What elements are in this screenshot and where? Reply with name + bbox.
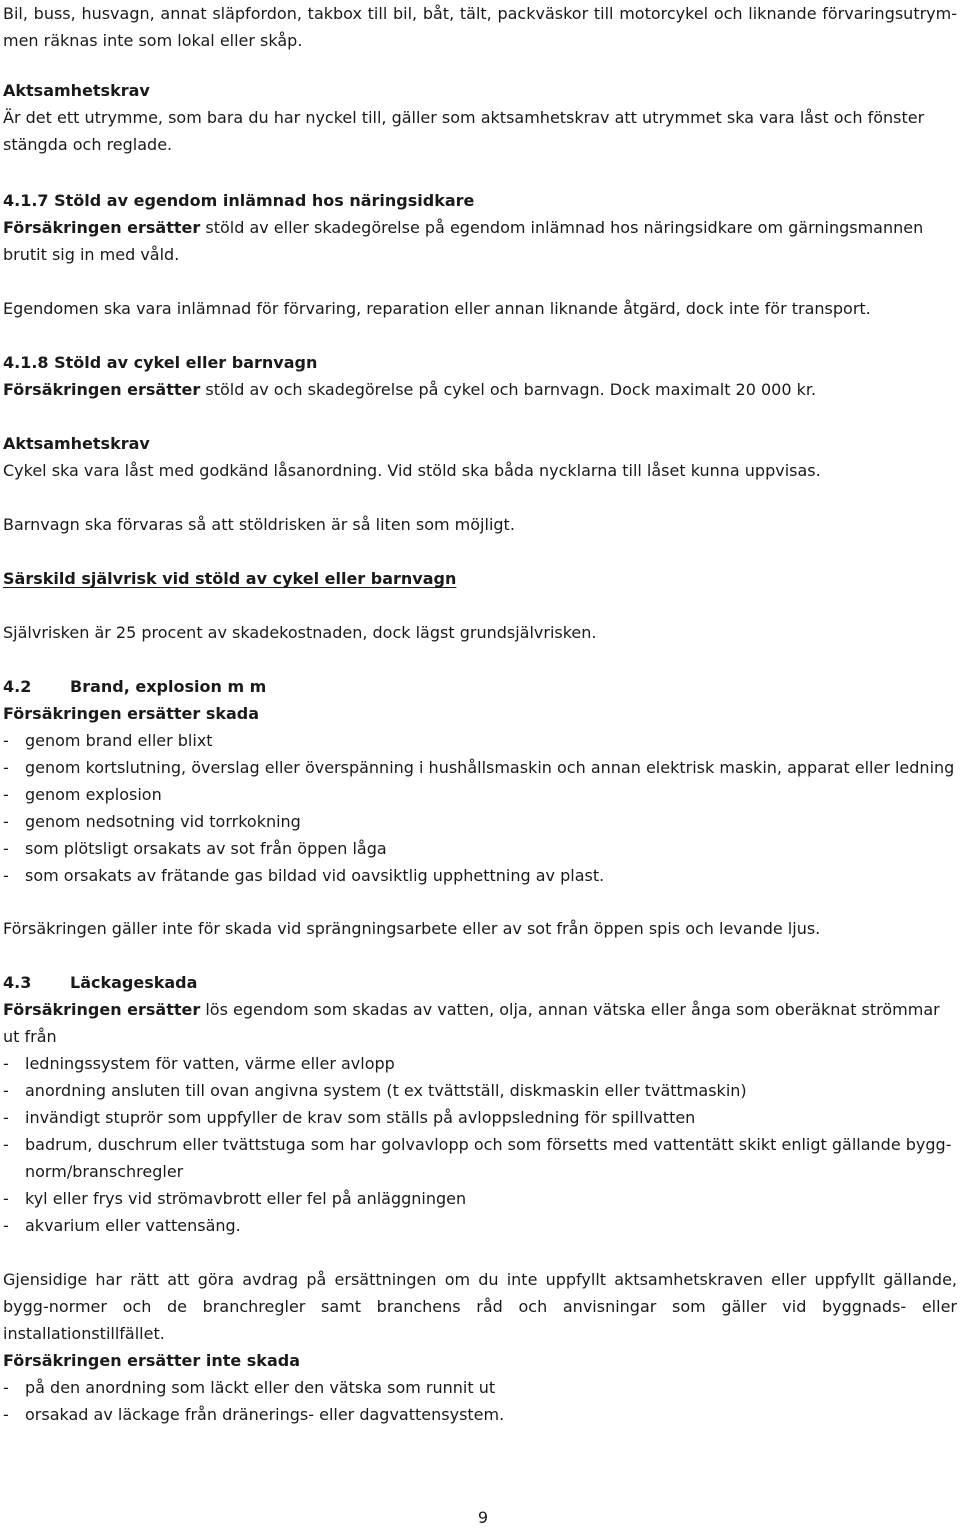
aktsamhetskrav-heading: Aktsamhetskrav — [3, 81, 150, 100]
section-4-1-7-para2: Egendomen ska vara inlämnad för förvaring, reparation eller annan liknande åtgärd, dock inte för transport. — [3, 299, 871, 318]
section-4-1-7-lead: Försäkringen ersätter — [3, 218, 201, 237]
sjalvrisk-heading: Särskild självrisk vid stöld av cykel eller barnvagn — [3, 569, 457, 588]
list-item: - som plötsligt orsakats av sot från öppen låga — [3, 835, 957, 862]
list-item: - orsakad av läckage från dränerings- eller dagvattensystem. — [3, 1401, 957, 1428]
list-item: - invändigt stuprör som uppfyller de krav som ställs på avloppsledning för spillvatten — [3, 1104, 957, 1131]
section-4-1-8-lead: Försäkringen ersätter — [3, 380, 201, 399]
list-item: - genom brand eller blixt — [3, 727, 957, 754]
not-covered-list — [3, 1374, 957, 1428]
list-item: - genom explosion — [3, 781, 957, 808]
section-4-3-number: 4.3 — [3, 973, 32, 992]
aktsamhetskrav-text: Är det ett utrymme, som bara du har nyckel till, gäller som aktsamhetskrav att utrymmet ska vara låst och fönster stängda och reglade. — [3, 108, 925, 154]
section-4-2-list — [3, 727, 957, 889]
list-item: - genom nedsotning vid torrkokning — [3, 808, 957, 835]
list-item: - på den anordning som läckt eller den vätska som runnit ut — [3, 1374, 957, 1401]
section-4-1-8-aktsam-heading: Aktsamhetskrav — [3, 434, 150, 453]
section-4-2-title: Brand, explosion m m — [70, 677, 267, 696]
section-4-1-8-text — [3, 376, 957, 403]
not-covered-heading: Försäkringen ersätter inte skada — [3, 1351, 300, 1370]
section-4-2-exclusion: Försäkringen gäller inte för skada vid sprängningsarbete eller av sot från öppen spis och levande ljus. — [3, 919, 821, 938]
section-4-1-7-body: stöld av eller skadegörelse på egendom inlämnad hos näringsidkare om gärningsmannen brutit sig in med våld. — [3, 218, 924, 264]
section-4-2-number: 4.2 — [3, 677, 32, 696]
section-4-2-lead: Försäkringen ersätter skada — [3, 704, 260, 723]
section-4-3-body: lös egendom som skadas av vatten, olja, annan vätska eller ånga som oberäknat strömmar ut från — [3, 1000, 940, 1046]
section-4-1-8-heading: 4.1.8 Stöld av cykel eller barnvagn — [3, 353, 318, 372]
section-4-1-8-body: stöld av och skadegörelse på cykel och barnvagn. Dock maximalt 20 000 kr. — [200, 380, 817, 399]
intro-paragraph: Bil, buss, husvagn, annat släpfordon, takbox till bil, båt, tält, packväskor till motorcykel och liknande förvaringsutrym-men räknas inte som lokal eller skåp. — [3, 4, 957, 50]
list-item: - badrum, duschrum eller tvättstuga som har golvavlopp och som försetts med vattentätt skikt enligt gällande bygg-norm/branschregler — [3, 1131, 957, 1185]
list-item: - genom kortslutning, överslag eller överspänning i hushållsmaskin och annan elektrisk maskin, apparat eller ledning — [3, 754, 957, 781]
section-4-3-list — [3, 1050, 957, 1239]
section-4-3-heading — [3, 969, 957, 996]
list-item: - kyl eller frys vid strömavbrott eller fel på anläggningen — [3, 1185, 957, 1212]
section-4-1-8-aktsam-text: Cykel ska vara låst med godkänd låsanordning. Vid stöld ska båda nycklarna till låset kunna uppvisas. — [3, 461, 821, 480]
sjalvrisk-text: Självrisken är 25 procent av skadekostnaden, dock lägst grundsjälvrisken. — [3, 623, 597, 642]
section-4-1-7-heading: 4.1.7 Stöld av egendom inlämnad hos näringsidkare — [3, 191, 475, 210]
section-4-3-lead: Försäkringen ersätter — [3, 1000, 201, 1019]
page-number: 9 — [477, 1508, 489, 1527]
section-4-1-8-barnvagn-text: Barnvagn ska förvaras så att stöldrisken är så liten som möjligt. — [3, 515, 515, 534]
section-4-3-title: Läckageskada — [70, 973, 198, 992]
list-item: - akvarium eller vattensäng. — [3, 1212, 957, 1239]
section-4-3-deduction: Gjensidige har rätt att göra avdrag på ersättningen om du inte uppfyllt aktsamhetskraven eller uppfyllt gällande, bygg-normer och de branchregler samt branchens råd och anvisningar som gäller vid byggnads- eller installationstillfället. — [3, 1270, 957, 1343]
section-4-1-7-text — [3, 214, 957, 268]
list-item: - som orsakats av frätande gas bildad vid oavsiktlig upphettning av plast. — [3, 862, 957, 889]
list-item: - anordning ansluten till ovan angivna system (t ex tvättställ, diskmaskin eller tvättmaskin) — [3, 1077, 957, 1104]
section-4-3-text — [3, 996, 957, 1050]
section-4-2-heading — [3, 673, 957, 700]
list-item: - ledningssystem för vatten, värme eller avlopp — [3, 1050, 957, 1077]
